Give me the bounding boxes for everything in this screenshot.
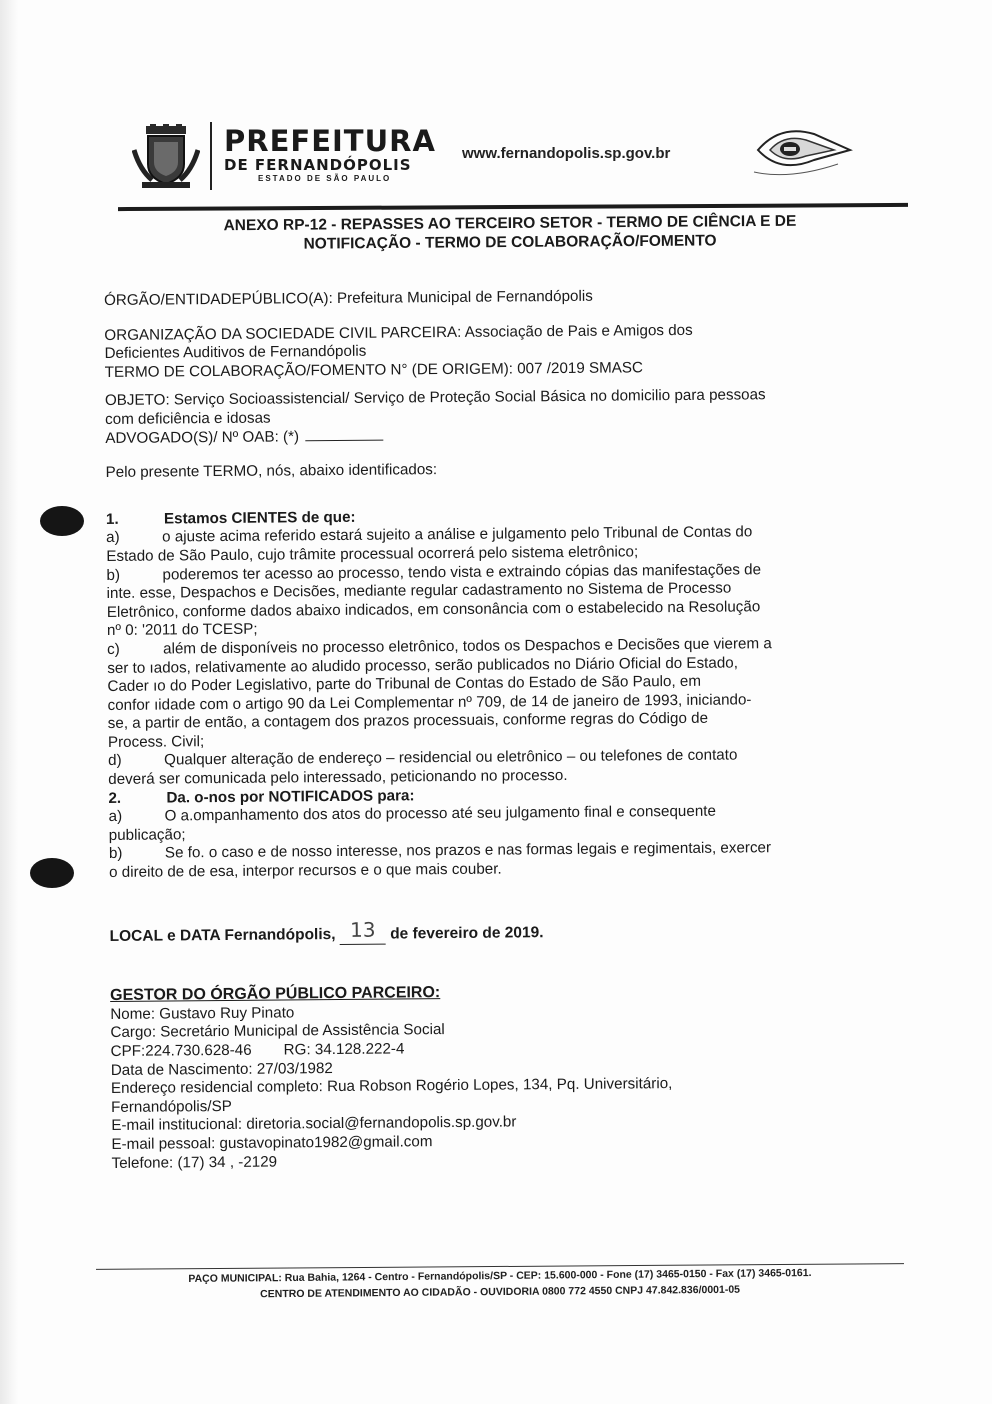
item-letter: c) [107,640,120,658]
section-1-item-c-cont: se, a partir de então, a contagem dos prazos processuais, conforme regras do Código de [107,710,709,733]
item-letter: a) [106,529,120,547]
gestor-cpf: CPF:224.730.628-46 [110,1041,252,1060]
gestor-endereco-line-1: Endereço residencial completo: Rua Robson Rogério Lopes, 134, Pq. Universitário, [110,1075,673,1098]
title-line-2: NOTIFICAÇÃO - TERMO DE COLABORAÇÃO/FOMENTO [303,232,717,253]
section-1-item-d-cont: deverá ser comunicada pelo interessado, peticionando no processo. [108,767,568,789]
letterhead [128,118,908,210]
punch-hole-bottom [30,858,74,888]
city-emblem-icon [750,120,854,180]
section-1-item-a-cont: Estado de São Paulo, cujo trâmite processual ocorrerá pelo sistema eletrônico; [106,543,639,565]
section-1-item-c-cont: confor ıidade com o artigo 90 da Lei Complementar nº 709, de 14 de janeiro de 1993, iniciando- [107,691,752,714]
advogado-blank-line [305,427,383,441]
field-objeto-line-2: com deficiência e idosas [105,409,271,428]
gestor-nascimento: Data de Nascimento: 27/03/1982 [110,1059,333,1079]
advogado-label: ADVOGADO(S)/ Nº OAB: (*) [105,427,300,447]
item-text: poderemos ter acesso ao processo, tendo vista e extraindo cópias das manifestações de [162,560,762,584]
item-letter: d) [108,752,122,770]
section-2-item-a-cont: publicação; [108,826,186,844]
website-url: www.fernandopolis.sp.gov.br [462,145,671,162]
item-text: o ajuste acima referido estará sujeito a análise e julgamento pelo Tribunal de Contas do [162,523,753,546]
section-2-title: Da. o-nos por NOTIFICADOS para: [166,786,415,807]
field-termo: TERMO DE COLABORAÇÃO/FOMENTO N° (DE ORIGEM): 007 /2019 SMASC [104,359,644,381]
item-letter: b) [108,845,123,863]
section-1-item-b-cont: inte. esse, Despachos e Decisões, mediante regular cadastramento no Sistema de Processo [106,579,732,603]
section-2-item-b-cont: o direito de de esa, interpor recursos e o que mais couber. [108,860,502,882]
item-text: Se fo. o caso e de nosso interesse, nos prazos e nas formas legais e regimentais, exercer [164,839,772,862]
item-letter: b) [106,566,121,584]
field-osc-line-2: Deficientes Auditivos de Fernandópolis [104,342,367,363]
item-text: O a.ompanhamento dos atos do processo até seu julgamento final e consequente [164,802,716,825]
field-osc-line-1: ORGANIZAÇÃO DA SOCIEDADE CIVIL PARCEIRA: Associação de Pais e Amigos dos [104,321,693,344]
section-1-title: Estamos CIENTES de que: [163,508,356,528]
date-day-field [340,917,386,945]
brand-name: PREFEITURA [224,124,436,158]
gestor-cargo: Cargo: Secretário Municipal de Assistência Social [110,1021,445,1042]
brand-state: ESTADO DE SÃO PAULO [258,174,392,183]
punch-hole-top [40,506,84,536]
brand-block [224,126,436,184]
section-1-item-c-cont: Process. Civil; [107,733,205,751]
page-footer [100,1264,900,1304]
section-1-item-b-cont: nº 0: '2011 do TCESP; [106,620,258,640]
section-1-number: 1. [105,510,119,528]
local-data-label: LOCAL e DATA [109,926,221,945]
gestor-nome: Nome: Gustavo Ruy Pinato [110,1004,295,1023]
section-1-item-c-cont: ser to ıados, relativamente ao aludido processo, serão publicados no Diário Oficial do Estado, [107,653,738,677]
gestor-endereco-line-2: Fernandópolis/SP [111,1097,232,1116]
local-data-city: Fernandópolis, [224,925,336,944]
scan-edge [0,0,18,1404]
field-orgao: ÓRGÃO/ENTIDADEPÚBLICO(A): Prefeitura Municipal de Fernandópolis [104,287,593,309]
section-2-number: 2. [108,789,122,807]
date-day-handwritten: 13 [349,917,376,942]
item-text: além de disponíveis no processo eletrônico, todos os Despachos e Decisões que vierem a [163,635,772,658]
document-body [104,285,922,1173]
field-objeto-line-1: OBJETO: Serviço Socioassistencial/ Serviço de Proteção Social Básica no domicilio para pessoas [104,386,766,410]
gestor-telefone: Telefone: (17) 34 , -2129 [111,1153,278,1172]
intro-text: Pelo presente TERMO, nós, abaixo identificados: [105,461,438,482]
footer-contact: CENTRO DE ATENDIMENTO AO CIDADÃO - OUVIDORIA 0800 772 4550 CNPJ 47.842.836/0001-05 [260,1283,741,1301]
gestor-email-institucional: E-mail institucional: diretoria.social@fernandopolis.sp.gov.br [111,1113,517,1135]
title-line-1: ANEXO RP-12 - REPASSES AO TERCEIRO SETOR - TERMO DE CIÊNCIA E DE [223,212,797,235]
header-divider [210,122,212,190]
brand-city: DE FERNANDÓPOLIS [224,156,412,174]
local-data-rest: de fevereiro de 2019. [390,923,544,943]
item-text: Qualquer alteração de endereço – residencial ou eletrônico – ou telefones de contato [164,746,738,769]
item-letter: a) [108,808,123,826]
gestor-rg: RG: 34.128.222-4 [283,1040,405,1059]
section-1-item-b-cont: Eletrônico, conforme dados abaixo indicados, em consonância com o estabelecido na Resolução [106,598,761,621]
gestor-email-pessoal: E-mail pessoal: gustavopinato1982@gmail.com [111,1133,433,1153]
document-title [110,211,910,255]
section-1-item-c-cont: Cader ıo do Poder Legislativo, parte do Tribunal de Contas do Estado de São Paulo, em [107,672,702,696]
footer-address: PAÇO MUNICIPAL: Rua Bahia, 1264 - Centro - Fernandópolis/SP - CEP: 15.600-000 - Fone (17) 3465-0150 - Fax (17) 3465-0161. [188,1267,812,1285]
gestor-heading: GESTOR DO ÓRGÃO PÚBLICO PARCEIRO: [110,984,441,1005]
coat-of-arms-icon [132,124,200,190]
